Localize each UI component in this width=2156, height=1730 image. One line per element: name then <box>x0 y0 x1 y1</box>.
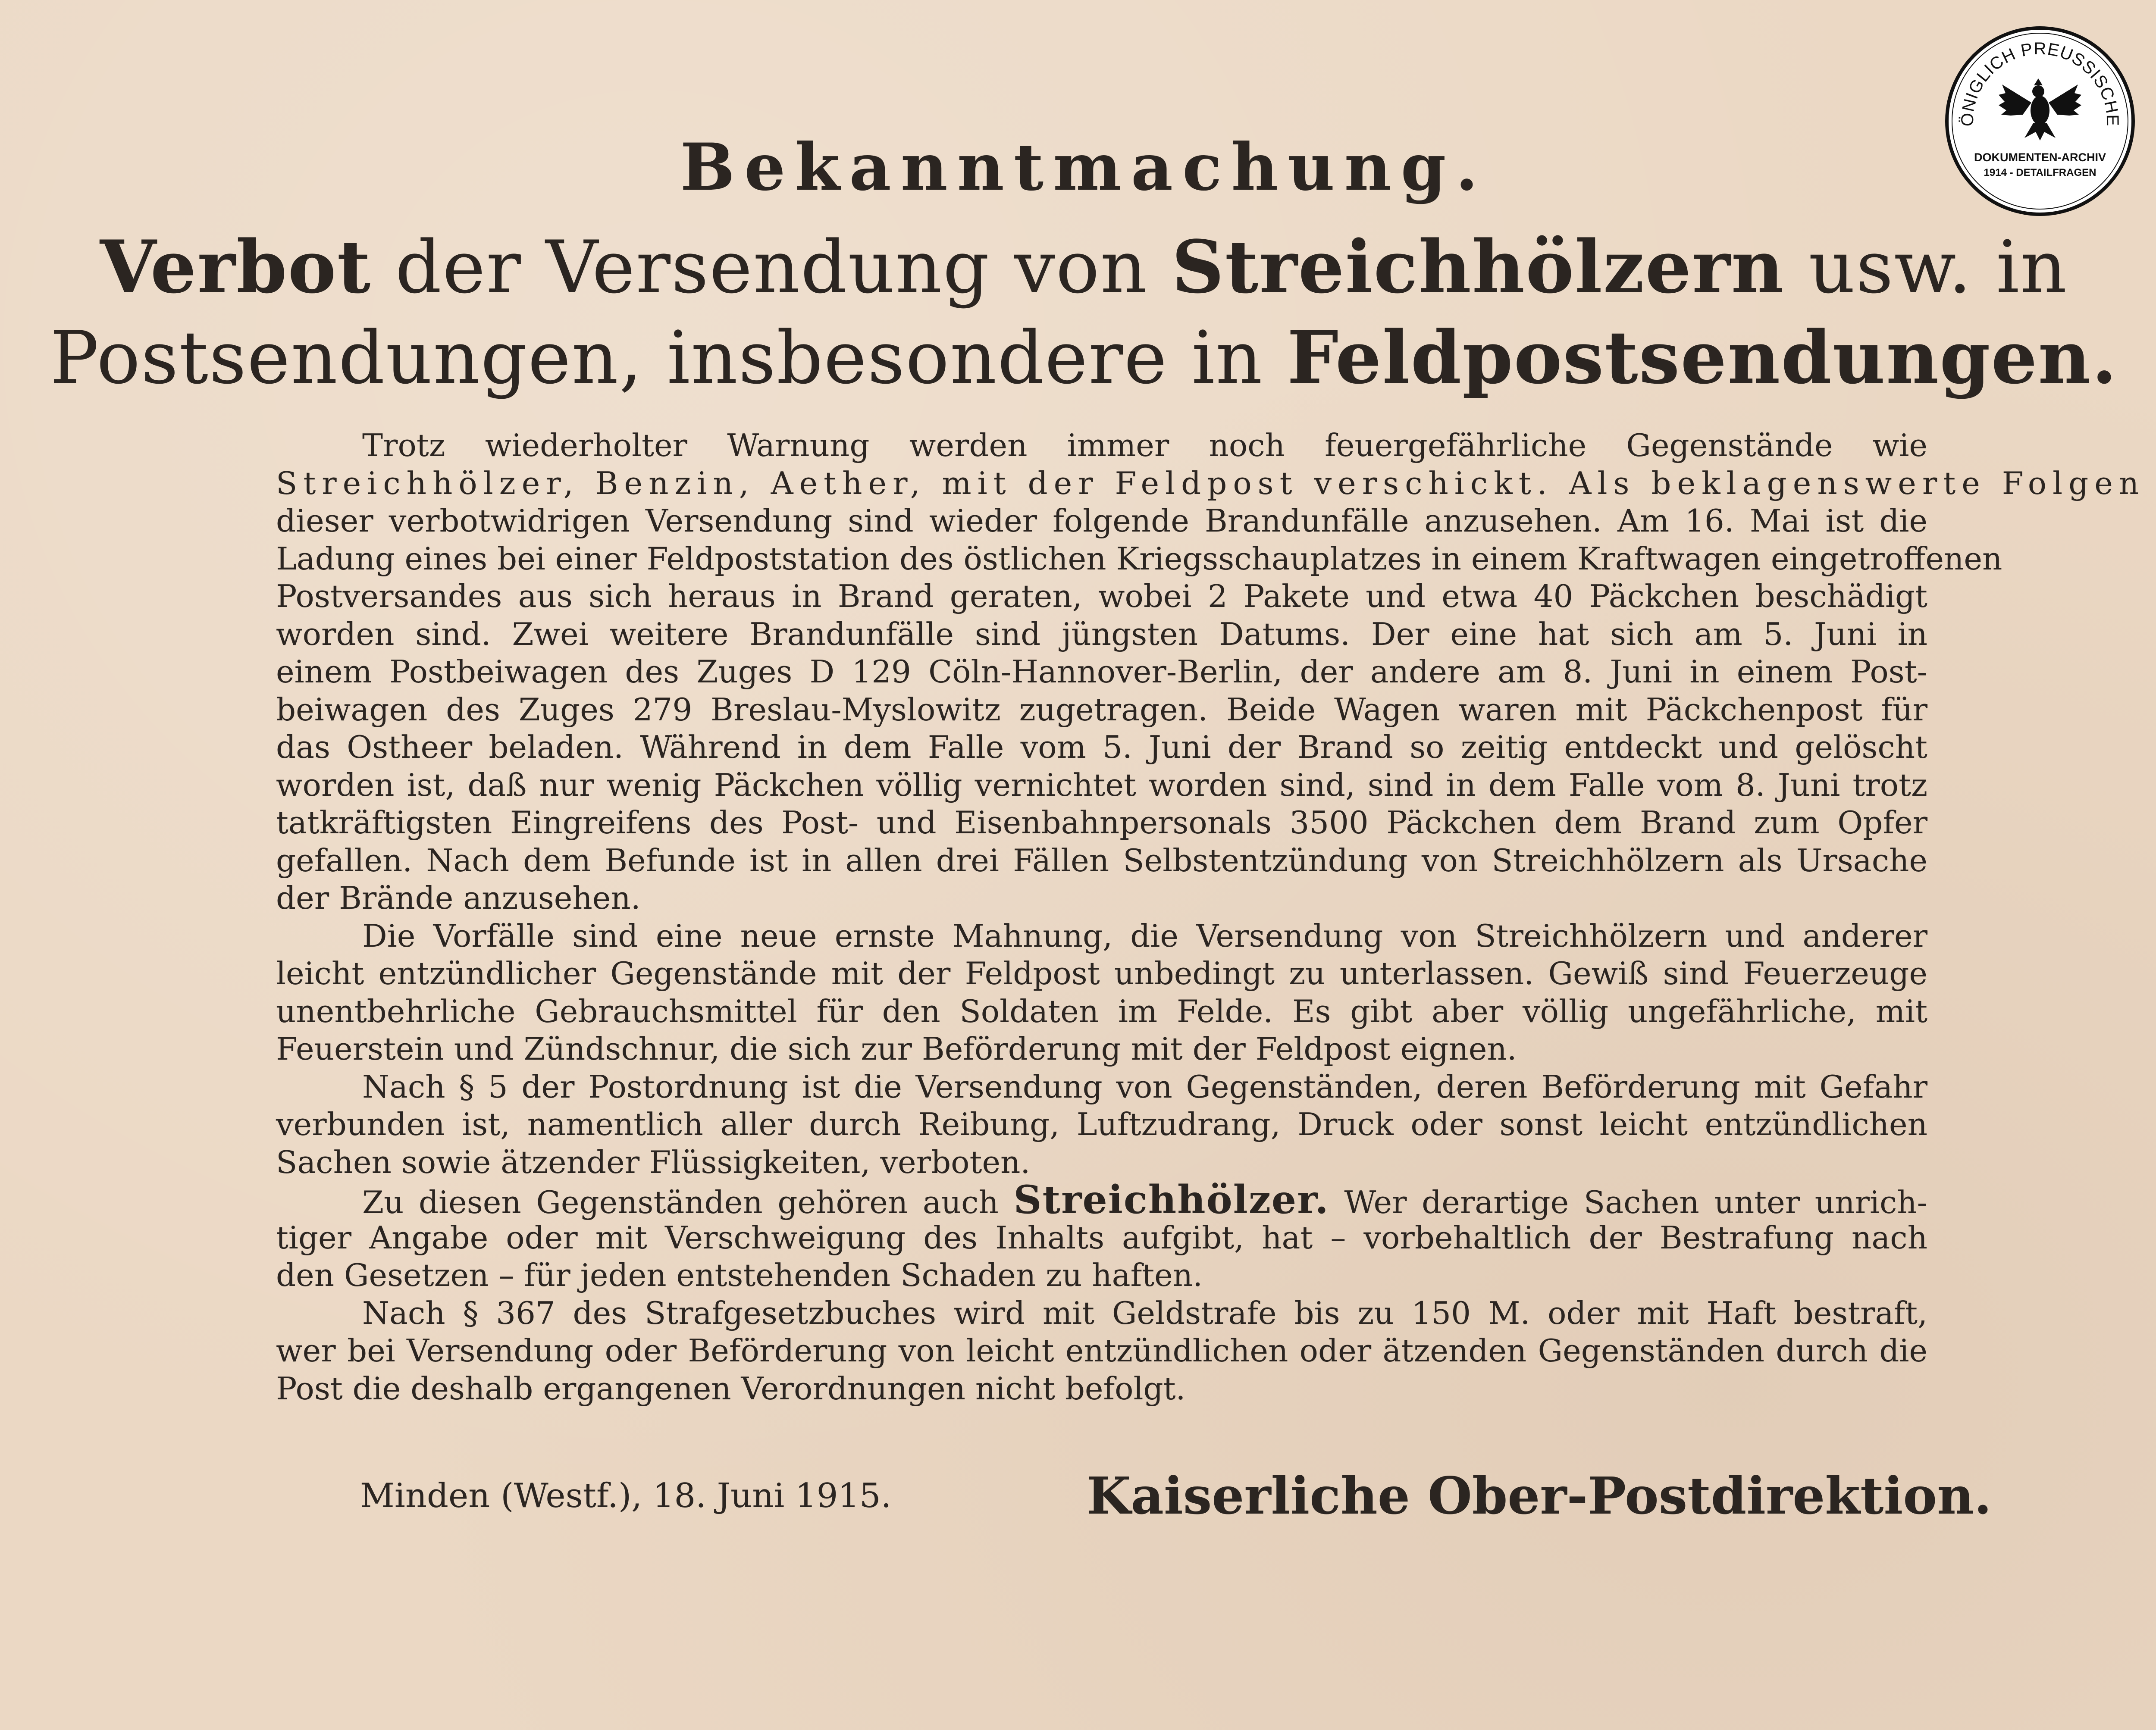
body-line: Sachen sowie ätzender Flüssigkeiten, verboten. <box>276 1144 1031 1180</box>
body-line: Feuerstein und Zündschnur, die sich zur Beförderung mit der Feldpost eignen. <box>276 1031 1517 1067</box>
body-line: worden sind. Zwei weitere Brandunfälle sind jüngsten Datums. Der eine hat sich am 5. Juni in <box>276 616 1927 652</box>
body-line: der Brände anzusehen. <box>276 880 641 916</box>
body-line: Nach § 367 des Strafgesetzbuches wird mit Geldstrafe bis zu 150 M. oder mit Haft bestraft, <box>362 1295 1927 1331</box>
body-line: tiger Angabe oder mit Verschweigung des Inhalts aufgibt, hat – vorbehaltlich der Bestrafung nach <box>276 1219 1927 1256</box>
body-line: beiwagen des Zuges 279 Breslau-Myslowitz zugetragen. Beide Wagen waren mit Päckchenpost für <box>276 691 1927 728</box>
seal-arc-text: ÖNIGLICH PREUSSISCHE <box>1958 39 2122 127</box>
seal-line-1: DOKUMENTEN-ARCHIV <box>1974 151 2106 164</box>
headline-line-1 <box>0 224 2156 310</box>
notice-kind: Bekanntmachung. <box>680 129 1488 205</box>
body-line: das Ostheer beladen. Während in dem Falle vom 5. Juni der Brand so zeitig entdeckt und gelöscht <box>276 729 1927 765</box>
body-line: Die Vorfälle sind eine neue ernste Mahnung, die Versendung von Streichhölzern und anderer <box>362 917 1927 954</box>
headline-line-2 <box>0 315 2156 400</box>
body-line: einem Postbeiwagen des Zuges D 129 Cöln-Hannover-Berlin, der andere am 8. Juni in einem Post- <box>276 654 1927 690</box>
body-line: gefallen. Nach dem Befunde ist in allen drei Fällen Selbstentzündung von Streichhölzern als Ursache <box>276 842 1927 879</box>
headline-verbot: Verbot <box>100 224 372 310</box>
body-line: leicht entzündlicher Gegenstände mit der Feldpost unbedingt zu unterlassen. Gewiß sind Feuerzeuge <box>276 955 1927 992</box>
body-line: dieser verbotwidrigen Versendung sind wieder folgende Brandunfälle anzusehen. Am 16. Mai ist die <box>276 503 1927 539</box>
body-line: Postversandes aus sich heraus in Brand geraten, wobei 2 Pakete und etwa 40 Päckchen beschädigt <box>276 578 1927 614</box>
headline-feldpostsendungen: Feldpostsendungen. <box>1287 315 2118 400</box>
seal-line-2: 1914 - DETAILFRAGEN <box>1984 167 2096 178</box>
archive-seal-graphic <box>1943 24 2137 218</box>
headline-text: Postsendungen, insbesondere in <box>50 316 1287 400</box>
notice-body <box>276 427 2145 1408</box>
body-line: wer bei Versendung oder Beförderung von leicht entzündlichen oder ätzenden Gegenständen durch die <box>276 1333 1927 1369</box>
headline-text: usw. in <box>1784 225 2068 310</box>
body-text-fragment: Zu diesen Gegenständen gehören auch <box>362 1184 1014 1220</box>
headline-streichhoelzern: Streichhölzern <box>1172 224 1785 310</box>
body-line: Post die deshalb ergangenen Verordnungen nicht befolgt. <box>276 1370 1186 1407</box>
body-line: den Gesetzen – für jeden entstehenden Schaden zu haften. <box>276 1257 1203 1293</box>
issuing-authority: Kaiserliche Ober-Postdirektion. <box>1087 1466 1992 1526</box>
body-text-fragment: Wer derartige Sachen unter unrich- <box>1329 1184 1927 1220</box>
body-line: Trotz wiederholter Warnung werden immer noch feuergefährliche Gegenstände wie <box>362 427 1927 463</box>
body-line: verbunden ist, namentlich aller durch Reibung, Luftzudrang, Druck oder sonst leicht entzündlichen <box>276 1106 1927 1142</box>
place-and-date: Minden (Westf.), 18. Juni 1915. <box>360 1477 892 1515</box>
headline-text: der Versendung von <box>371 225 1172 310</box>
body-line: Ladung eines bei einer Feldpoststation des östlichen Kriegsschauplatzes in einem Kraftwagen eingetroffenen <box>276 540 2002 577</box>
emphasis-streichhoelzer: Streichhölzer. <box>1013 1177 1329 1223</box>
body-line: unentbehrliche Gebrauchsmittel für den Soldaten im Felde. Es gibt aber völlig ungefährliche, mit <box>276 993 1927 1029</box>
archive-seal <box>1943 24 2137 218</box>
body-line <box>276 1177 1927 1223</box>
body-line: worden ist, daß nur wenig Päckchen völlig vernichtet worden sind, sind in dem Falle vom 8. Juni trotz <box>276 766 1927 803</box>
body-line: Streichhölzer, Benzin, Aether, mit der Feldpost verschickt. Als beklagenswerte Folgen <box>276 465 2145 501</box>
body-line: tatkräftigsten Eingreifens des Post- und Eisenbahnpersonals 3500 Päckchen dem Brand zum Opfer <box>276 804 1927 841</box>
body-line: Nach § 5 der Postordnung ist die Versendung von Gegenständen, deren Beförderung mit Gefahr <box>362 1068 1927 1105</box>
